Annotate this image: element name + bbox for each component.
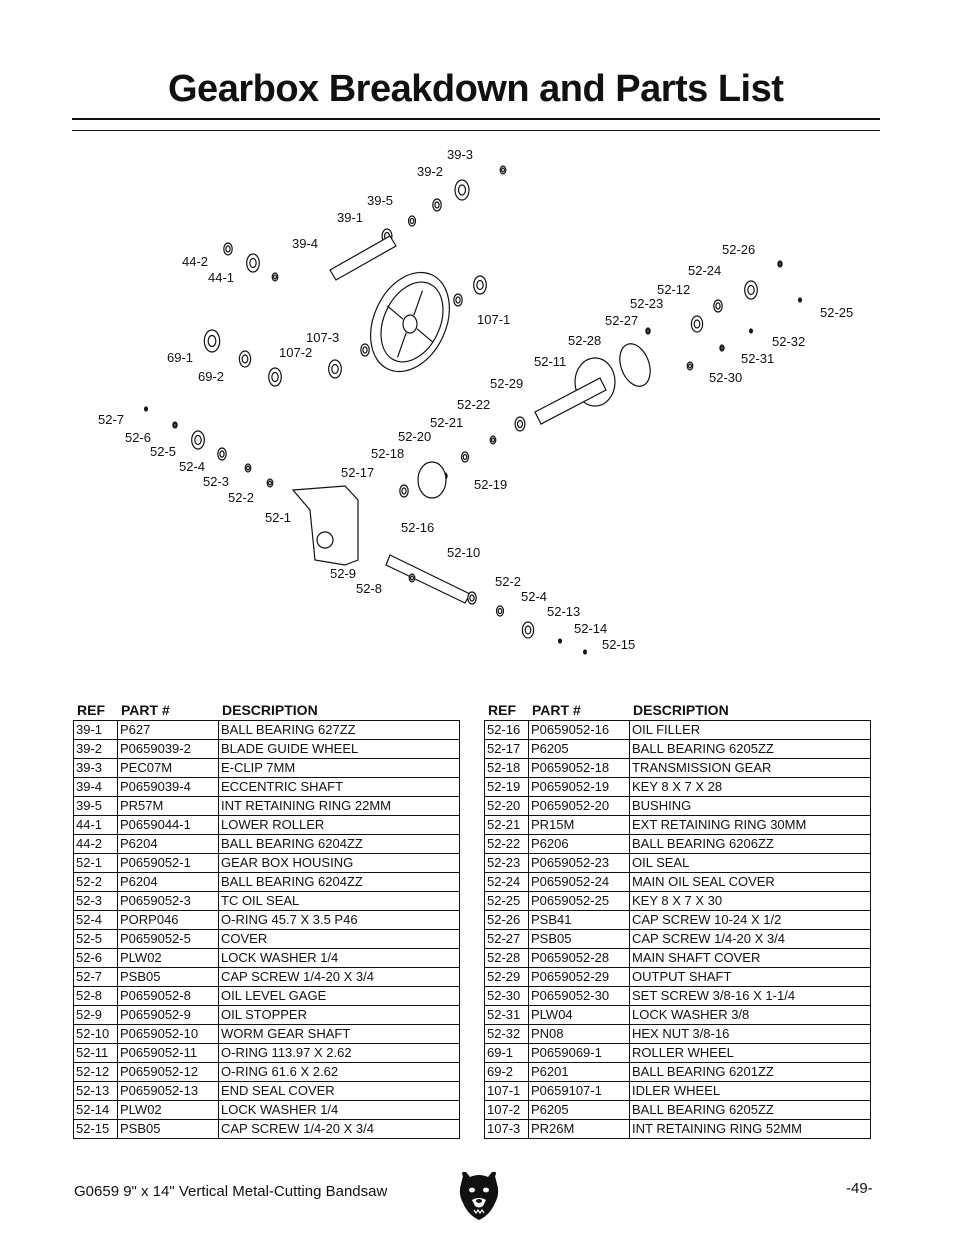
part-ring-bore: [518, 421, 523, 428]
part-ring-bore: [226, 246, 230, 252]
part-number-cell: P6201: [529, 1063, 630, 1082]
part-ring-bore: [272, 373, 278, 382]
ref-cell: 52-17: [485, 740, 529, 759]
part-number-cell: PSB05: [529, 930, 630, 949]
description-cell: INT RETAINING RING 52MM: [630, 1120, 871, 1139]
callout-label: 52-22: [457, 397, 491, 412]
callout-label: 69-2: [198, 369, 225, 384]
table-row: [74, 968, 460, 987]
ref-cell: 52-20: [485, 797, 529, 816]
table-row: [74, 987, 460, 1006]
col-desc-header: DESCRIPTION: [222, 702, 318, 718]
part-ring-bore: [477, 281, 483, 290]
ref-cell: 52-5: [74, 930, 118, 949]
ref-cell: 52-7: [74, 968, 118, 987]
table-row: [74, 873, 460, 892]
part-number-cell: P0659052-19: [529, 778, 630, 797]
table-row: [485, 854, 871, 873]
ref-cell: 52-1: [74, 854, 118, 873]
ref-cell: 52-31: [485, 1006, 529, 1025]
table-row: [74, 1101, 460, 1120]
callout-label: 52-28: [568, 333, 602, 348]
description-cell: HEX NUT 3/8-16: [630, 1025, 871, 1044]
description-cell: COVER: [219, 930, 460, 949]
ref-cell: 52-16: [485, 721, 529, 740]
ref-cell: 39-1: [74, 721, 118, 740]
part-number-cell: P0659052-20: [529, 797, 630, 816]
ref-cell: 52-13: [74, 1082, 118, 1101]
description-cell: EXT RETAINING RING 30MM: [630, 816, 871, 835]
ref-cell: 52-30: [485, 987, 529, 1006]
part-number-cell: P0659107-1: [529, 1082, 630, 1101]
ref-cell: 69-1: [485, 1044, 529, 1063]
part-number-cell: P0659052-5: [118, 930, 219, 949]
part-ring-bore: [402, 488, 406, 494]
part-ring-bore: [779, 263, 781, 266]
callout-label: 52-32: [772, 334, 806, 349]
part-ring-bore: [463, 455, 467, 460]
callout-label: 52-25: [820, 305, 854, 320]
table-row: [74, 854, 460, 873]
ref-cell: 39-3: [74, 759, 118, 778]
description-cell: IDLER WHEEL: [630, 1082, 871, 1101]
page-number: -49-: [846, 1180, 873, 1197]
part-number-cell: P0659052-18: [529, 759, 630, 778]
description-cell: OIL LEVEL GAGE: [219, 987, 460, 1006]
description-cell: E-CLIP 7MM: [219, 759, 460, 778]
callout-label: 107-2: [279, 345, 313, 360]
worm-gear-shaft: [386, 555, 470, 603]
idler-wheel-hub: [403, 315, 417, 333]
description-cell: TC OIL SEAL: [219, 892, 460, 911]
description-cell: BALL BEARING 627ZZ: [219, 721, 460, 740]
part-number-cell: P6204: [118, 835, 219, 854]
ref-cell: 52-12: [74, 1063, 118, 1082]
part-ring-bore: [410, 219, 414, 224]
callout-label: 39-5: [367, 193, 394, 208]
description-cell: O-RING 113.97 X 2.62: [219, 1044, 460, 1063]
callout-label: 107-3: [306, 330, 340, 345]
description-cell: BALL BEARING 6205ZZ: [630, 740, 871, 759]
callout-label: 52-12: [657, 282, 691, 297]
part-number-cell: PSB05: [118, 968, 219, 987]
description-cell: OIL SEAL: [630, 854, 871, 873]
callout-label: 52-24: [688, 263, 722, 278]
parts-table-right-wrap: [484, 700, 871, 1139]
part-number-cell: P6205: [529, 1101, 630, 1120]
part-ring-bore: [694, 320, 700, 328]
col-part-header: PART #: [532, 702, 581, 718]
callout-label: 52-2: [228, 490, 255, 505]
part-number-cell: P0659052-25: [529, 892, 630, 911]
parts-table-left-wrap: [73, 700, 460, 1139]
description-cell: LOCK WASHER 1/4: [219, 1101, 460, 1120]
part-number-cell: PR15M: [529, 816, 630, 835]
ref-cell: 52-24: [485, 873, 529, 892]
description-cell: OIL STOPPER: [219, 1006, 460, 1025]
callout-label: 52-6: [125, 430, 152, 445]
callout-label: 69-1: [167, 350, 194, 365]
part-ring-bore: [332, 365, 338, 374]
callout-label: 39-4: [292, 236, 319, 251]
description-cell: LOCK WASHER 3/8: [630, 1006, 871, 1025]
col-desc-header: DESCRIPTION: [633, 702, 729, 718]
callout-label: 39-2: [417, 164, 444, 179]
part-ring-bore: [647, 330, 649, 333]
table-row: [74, 911, 460, 930]
callout-label: 44-2: [182, 254, 209, 269]
part-number-cell: PLW02: [118, 1101, 219, 1120]
ref-cell: 52-11: [74, 1044, 118, 1063]
ref-cell: 52-32: [485, 1025, 529, 1044]
part-ring-bore: [498, 609, 502, 614]
ref-cell: 52-14: [74, 1101, 118, 1120]
col-part-header: PART #: [121, 702, 170, 718]
callout-label: 52-7: [98, 412, 125, 427]
part-ring-bore: [250, 259, 256, 268]
table-row: [74, 930, 460, 949]
description-cell: OIL FILLER: [630, 721, 871, 740]
ref-cell: 44-1: [74, 816, 118, 835]
description-cell: BALL BEARING 6201ZZ: [630, 1063, 871, 1082]
description-cell: CAP SCREW 1/4-20 X 3/4: [219, 1120, 460, 1139]
part-ring-bore: [525, 626, 531, 634]
callout-label: 52-5: [150, 444, 177, 459]
table-row: [485, 1063, 871, 1082]
callout-label: 52-11: [534, 354, 567, 369]
part-ring-bore: [502, 168, 505, 172]
part-ring-bore: [208, 336, 216, 347]
description-cell: OUTPUT SHAFT: [630, 968, 871, 987]
ref-cell: 52-10: [74, 1025, 118, 1044]
ref-cell: 52-21: [485, 816, 529, 835]
part-ring-bore: [584, 651, 585, 653]
description-cell: LOCK WASHER 1/4: [219, 949, 460, 968]
part-number-cell: PORP046: [118, 911, 219, 930]
housing-bore: [317, 532, 333, 548]
description-cell: MAIN OIL SEAL COVER: [630, 873, 871, 892]
table-row: [485, 949, 871, 968]
col-ref-header: REF: [488, 702, 516, 718]
description-cell: TRANSMISSION GEAR: [630, 759, 871, 778]
callout-label: 52-4: [521, 589, 548, 604]
parts-table-left-header: [73, 700, 460, 720]
ref-cell: 107-1: [485, 1082, 529, 1101]
description-cell: BALL BEARING 6205ZZ: [630, 1101, 871, 1120]
callout-label: 52-10: [447, 545, 481, 560]
description-cell: CAP SCREW 1/4-20 X 3/4: [630, 930, 871, 949]
callout-label: 52-14: [574, 621, 608, 636]
ref-cell: 52-9: [74, 1006, 118, 1025]
callout-label: 52-8: [356, 581, 383, 596]
table-row: [485, 873, 871, 892]
ref-cell: 52-27: [485, 930, 529, 949]
table-row: [74, 816, 460, 835]
table-row: [485, 778, 871, 797]
table-row: [485, 816, 871, 835]
ref-cell: 52-8: [74, 987, 118, 1006]
description-cell: ECCENTRIC SHAFT: [219, 778, 460, 797]
ref-cell: 52-25: [485, 892, 529, 911]
table-row: [74, 1063, 460, 1082]
table-row: [485, 930, 871, 949]
part-ring-bore: [145, 408, 146, 410]
table-row: [485, 759, 871, 778]
table-row: [485, 1101, 871, 1120]
table-row: [74, 797, 460, 816]
part-number-cell: P0659052-28: [529, 949, 630, 968]
part-number-cell: P0659039-4: [118, 778, 219, 797]
description-cell: MAIN SHAFT COVER: [630, 949, 871, 968]
callout-label: 44-1: [208, 270, 235, 285]
part-number-cell: P0659052-10: [118, 1025, 219, 1044]
description-cell: ROLLER WHEEL: [630, 1044, 871, 1063]
table-row: [485, 1006, 871, 1025]
table-row: [485, 892, 871, 911]
table-row: [485, 835, 871, 854]
part-ring-bore: [716, 303, 720, 309]
table-row: [74, 721, 460, 740]
description-cell: BALL BEARING 6204ZZ: [219, 873, 460, 892]
part-ring-bore: [195, 436, 201, 445]
part-ring-bore: [689, 364, 692, 368]
table-row: [74, 892, 460, 911]
bear-head-icon: [457, 1170, 501, 1222]
part-number-cell: P6205: [529, 740, 630, 759]
table-row: [74, 778, 460, 797]
description-cell: CAP SCREW 10-24 X 1/2: [630, 911, 871, 930]
table-row: [74, 1120, 460, 1139]
ref-cell: 52-3: [74, 892, 118, 911]
main-shaft-cover: [614, 340, 655, 391]
table-row: [74, 1025, 460, 1044]
part-number-cell: P6206: [529, 835, 630, 854]
callout-label: 52-9: [330, 566, 357, 581]
callout-label: 52-13: [547, 604, 581, 619]
callout-label: 107-1: [477, 312, 511, 327]
part-number-cell: PN08: [529, 1025, 630, 1044]
callout-label: 52-20: [398, 429, 432, 444]
description-cell: O-RING 61.6 X 2.62: [219, 1063, 460, 1082]
description-cell: KEY 8 X 7 X 30: [630, 892, 871, 911]
part-number-cell: P6204: [118, 873, 219, 892]
callout-label: 52-21: [430, 415, 464, 430]
description-cell: BALL BEARING 6206ZZ: [630, 835, 871, 854]
description-cell: CAP SCREW 1/4-20 X 3/4: [219, 968, 460, 987]
part-number-cell: P0659052-12: [118, 1063, 219, 1082]
table-row: [485, 1025, 871, 1044]
part-number-cell: P0659052-23: [529, 854, 630, 873]
ref-cell: 52-2: [74, 873, 118, 892]
description-cell: BUSHING: [630, 797, 871, 816]
part-ring-bore: [274, 275, 277, 279]
part-number-cell: PR57M: [118, 797, 219, 816]
ref-cell: 52-4: [74, 911, 118, 930]
col-ref-header: REF: [77, 702, 105, 718]
ref-cell: 69-2: [485, 1063, 529, 1082]
description-cell: BLADE GUIDE WHEEL: [219, 740, 460, 759]
page-title: Gearbox Breakdown and Parts List: [168, 68, 784, 110]
part-number-cell: PSB05: [118, 1120, 219, 1139]
part-number-cell: P0659052-8: [118, 987, 219, 1006]
footer-model-text: G0659 9" x 14" Vertical Metal-Cutting Bandsaw: [74, 1183, 388, 1200]
part-ring-bore: [411, 576, 414, 580]
table-row: [74, 1082, 460, 1101]
part-ring-bore: [220, 451, 224, 457]
description-cell: WORM GEAR SHAFT: [219, 1025, 460, 1044]
part-ring-bore: [748, 286, 754, 295]
part-number-cell: PR26M: [529, 1120, 630, 1139]
part-ring-bore: [174, 424, 176, 427]
callout-label: 52-17: [341, 465, 375, 480]
part-ring-bore: [456, 297, 460, 303]
ref-cell: 52-28: [485, 949, 529, 968]
callout-label: 52-29: [490, 376, 524, 391]
table-row: [74, 949, 460, 968]
eccentric-shaft: [330, 236, 396, 280]
description-cell: LOWER ROLLER: [219, 816, 460, 835]
part-number-cell: P0659052-1: [118, 854, 219, 873]
part-number-cell: P0659044-1: [118, 816, 219, 835]
callout-label: 52-26: [722, 242, 756, 257]
part-number-cell: P0659052-29: [529, 968, 630, 987]
ref-cell: 52-15: [74, 1120, 118, 1139]
part-ring-bore: [721, 347, 723, 350]
part-number-cell: P0659052-3: [118, 892, 219, 911]
callout-label: 52-19: [474, 477, 508, 492]
part-number-cell: P0659069-1: [529, 1044, 630, 1063]
part-number-cell: PLW02: [118, 949, 219, 968]
part-number-cell: PEC07M: [118, 759, 219, 778]
ref-cell: 52-26: [485, 911, 529, 930]
parts-table-right: [484, 720, 871, 1139]
description-cell: KEY 8 X 7 X 28: [630, 778, 871, 797]
ref-cell: 39-2: [74, 740, 118, 759]
description-cell: INT RETAINING RING 22MM: [219, 797, 460, 816]
part-ring-bore: [269, 481, 272, 485]
ref-cell: 52-23: [485, 854, 529, 873]
table-row: [74, 759, 460, 778]
gear-box-housing: [293, 486, 358, 565]
table-row: [485, 797, 871, 816]
part-number-cell: P0659052-24: [529, 873, 630, 892]
table-row: [485, 987, 871, 1006]
part-number-cell: P627: [118, 721, 219, 740]
table-row: [74, 1044, 460, 1063]
callout-label: 52-31: [741, 351, 775, 366]
part-ring-bore: [750, 330, 751, 332]
callout-label: 52-27: [605, 313, 639, 328]
callout-label: 52-4: [179, 459, 206, 474]
part-number-cell: PLW04: [529, 1006, 630, 1025]
table-row: [485, 1082, 871, 1101]
part-ring-bore: [492, 438, 495, 442]
part-ring-bore: [247, 466, 250, 470]
part-number-cell: P0659052-13: [118, 1082, 219, 1101]
part-number-cell: P0659052-11: [118, 1044, 219, 1063]
table-row: [74, 1006, 460, 1025]
part-ring-bore: [559, 640, 560, 642]
callout-label: 52-16: [401, 520, 435, 535]
callout-label: 52-30: [709, 370, 743, 385]
description-cell: SET SCREW 3/8-16 X 1-1/4: [630, 987, 871, 1006]
description-cell: END SEAL COVER: [219, 1082, 460, 1101]
transmission-gear: [418, 462, 446, 498]
table-row: [485, 911, 871, 930]
table-row: [485, 968, 871, 987]
callout-label: 52-18: [371, 446, 405, 461]
table-row: [485, 740, 871, 759]
part-ring-bore: [435, 202, 439, 208]
ref-cell: 39-5: [74, 797, 118, 816]
callout-label: 39-3: [447, 147, 474, 162]
part-number-cell: P0659052-16: [529, 721, 630, 740]
table-row: [74, 835, 460, 854]
part-number-cell: P0659039-2: [118, 740, 219, 759]
ref-cell: 52-29: [485, 968, 529, 987]
ref-cell: 39-4: [74, 778, 118, 797]
parts-table-left: [73, 720, 460, 1139]
ref-cell: 52-22: [485, 835, 529, 854]
ref-cell: 107-3: [485, 1120, 529, 1139]
ref-cell: 44-2: [74, 835, 118, 854]
description-cell: GEAR BOX HOUSING: [219, 854, 460, 873]
part-number-cell: P0659052-30: [529, 987, 630, 1006]
ref-cell: 52-18: [485, 759, 529, 778]
description-cell: O-RING 45.7 X 3.5 P46: [219, 911, 460, 930]
part-ring-bore: [363, 347, 367, 353]
part-ring-bore: [470, 595, 474, 601]
callout-label: 52-2: [495, 574, 522, 589]
table-row: [485, 1120, 871, 1139]
table-row: [485, 1044, 871, 1063]
callout-label: 52-15: [602, 637, 636, 652]
callout-label: 52-1: [265, 510, 292, 525]
description-cell: BALL BEARING 6204ZZ: [219, 835, 460, 854]
parts-table-right-header: [484, 700, 871, 720]
ref-cell: 52-19: [485, 778, 529, 797]
ref-cell: 52-6: [74, 949, 118, 968]
part-ring-bore: [242, 355, 248, 363]
part-number-cell: P0659052-9: [118, 1006, 219, 1025]
part-ring-bore: [459, 185, 466, 195]
callout-label: 52-3: [203, 474, 230, 489]
table-row: [74, 740, 460, 759]
ref-cell: 107-2: [485, 1101, 529, 1120]
callout-label: 39-1: [337, 210, 364, 225]
callout-label: 52-23: [630, 296, 664, 311]
part-number-cell: PSB41: [529, 911, 630, 930]
table-row: [485, 721, 871, 740]
part-ring-bore: [799, 299, 800, 301]
